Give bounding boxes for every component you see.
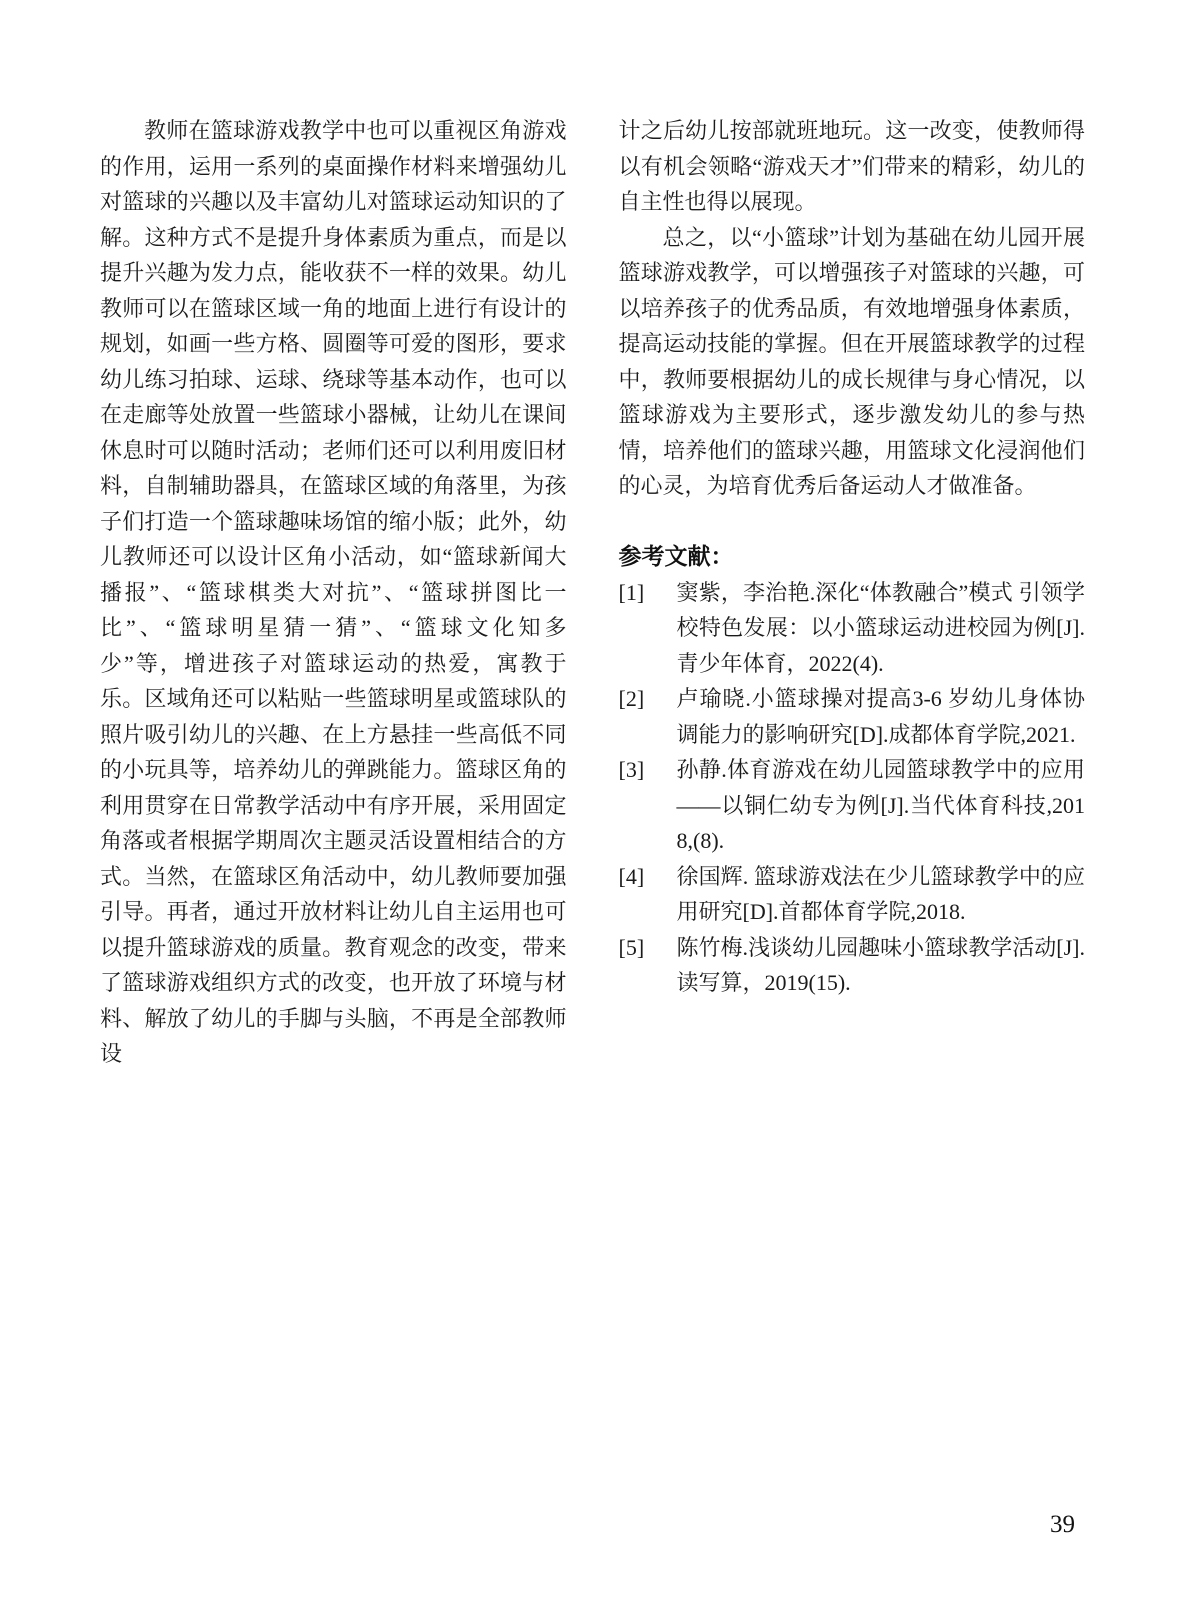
reference-text: 窦紫，李治艳.深化“体教融合”模式 引领学校特色发展：以小篮球运动进校园为例[J].青少年体育，2022(4).: [676, 579, 1085, 676]
reference-item: [619, 681, 1086, 752]
reference-text: 陈竹梅.浅谈幼儿园趣味小篮球教学活动[J].读写算，2019(15).: [676, 934, 1085, 995]
reference-item: [619, 930, 1086, 1001]
reference-marker: [2]: [618, 686, 645, 711]
reference-text: 卢瑜晓.小篮球操对提高3-6 岁幼儿身体协调能力的影响研究[D].成都体育学院,2021.: [676, 686, 1085, 747]
body-paragraph-fragment-left: 教师在篮球游戏教学中也可以重视区角游戏的作用，运用一系列的桌面操作材料来增强幼儿对篮球的兴趣以及丰富幼儿对篮球运动知识的了解。这种方式不是提升身体素质为重点，而是以提升兴趣为发力点，能收获不一样的效果。幼儿教师可以在篮球区域一角的地面上进行有设计的规划，如画一些方格、圆圈等可爱的图形，要求幼儿练习拍球、运球、绕球等基本动作，也可以在走廊等处放置一些篮球小器械，让幼儿在课间休息时可以随时活动；老师们还可以利用废旧材料，自制辅助器具，在篮球区域的角落里，为孩子们打造一个篮球趣味场馆的缩小版；此外，幼儿教师还可以设计区角小活动，如“篮球新闻大播报”、“篮球棋类大对抗”、“篮球拼图比一比”、“篮球明星猜一猜”、“篮球文化知多少”等，增进孩子对篮球运动的热爱，寓教于乐。区域角还可以粘贴一些篮球明星或篮球队的照片吸引幼儿的兴趣、在上方悬挂一些高低不同的小玩具等，培养幼儿的弹跳能力。篮球区角的利用贯穿在日常教学活动中有序开展，采用固定角落或者根据学期周次主题灵活设置相结合的方式。当然，在篮球区角活动中，幼儿教师要加强引导。再者，通过开放材料让幼儿自主运用也可以提升篮球游戏的质量。教育观念的改变，带来了篮球游戏组织方式的改变，也开放了环境与材料、解放了幼儿的手脚与头脑，不再是全部教师设: [100, 118, 567, 1066]
two-column-text-area: [100, 113, 1085, 1072]
reference-text: 徐国辉. 篮球游戏法在少儿篮球教学中的应用研究[D].首都体育学院,2018.: [676, 863, 1085, 924]
reference-marker: [4]: [618, 863, 645, 889]
page-number: 39: [1050, 1511, 1075, 1538]
body-paragraph-fragment-continuation: 计之后幼儿按部就班地玩。这一改变，使教师得以有机会领略“游戏天才”们带来的精彩，幼儿的自主性也得以展现。: [618, 118, 1085, 214]
reference-item: [619, 859, 1086, 930]
reference-marker: [1]: [618, 579, 645, 605]
conclusion-paragraph: 总之，以“小篮球”计划为基础在幼儿园开展篮球游戏教学，可以增强孩子对篮球的兴趣，可以培养孩子的优秀品质，有效地增强身体素质，提高运动技能的掌握。但在开展篮球教学的过程中，教师要根据幼儿的成长规律与身心情况，以篮球游戏为主要形式，逐步激发幼儿的参与热情，培养他们的篮球兴趣，用篮球文化浸润他们的心灵，为培育优秀后备运动人才做准备。: [618, 224, 1085, 498]
references-heading: 参考文献：: [618, 543, 734, 569]
left-column: [100, 113, 567, 1072]
reference-marker: [5]: [618, 934, 645, 960]
right-column: [619, 113, 1086, 1072]
reference-item: [619, 752, 1086, 859]
reference-marker: [3]: [618, 757, 645, 782]
reference-item: [619, 575, 1086, 682]
reference-text: 孙静.体育游戏在幼儿园篮球教学中的应用——以铜仁幼专为例[J].当代体育科技,2018,(8).: [676, 757, 1085, 853]
references-list: [619, 575, 1086, 1001]
